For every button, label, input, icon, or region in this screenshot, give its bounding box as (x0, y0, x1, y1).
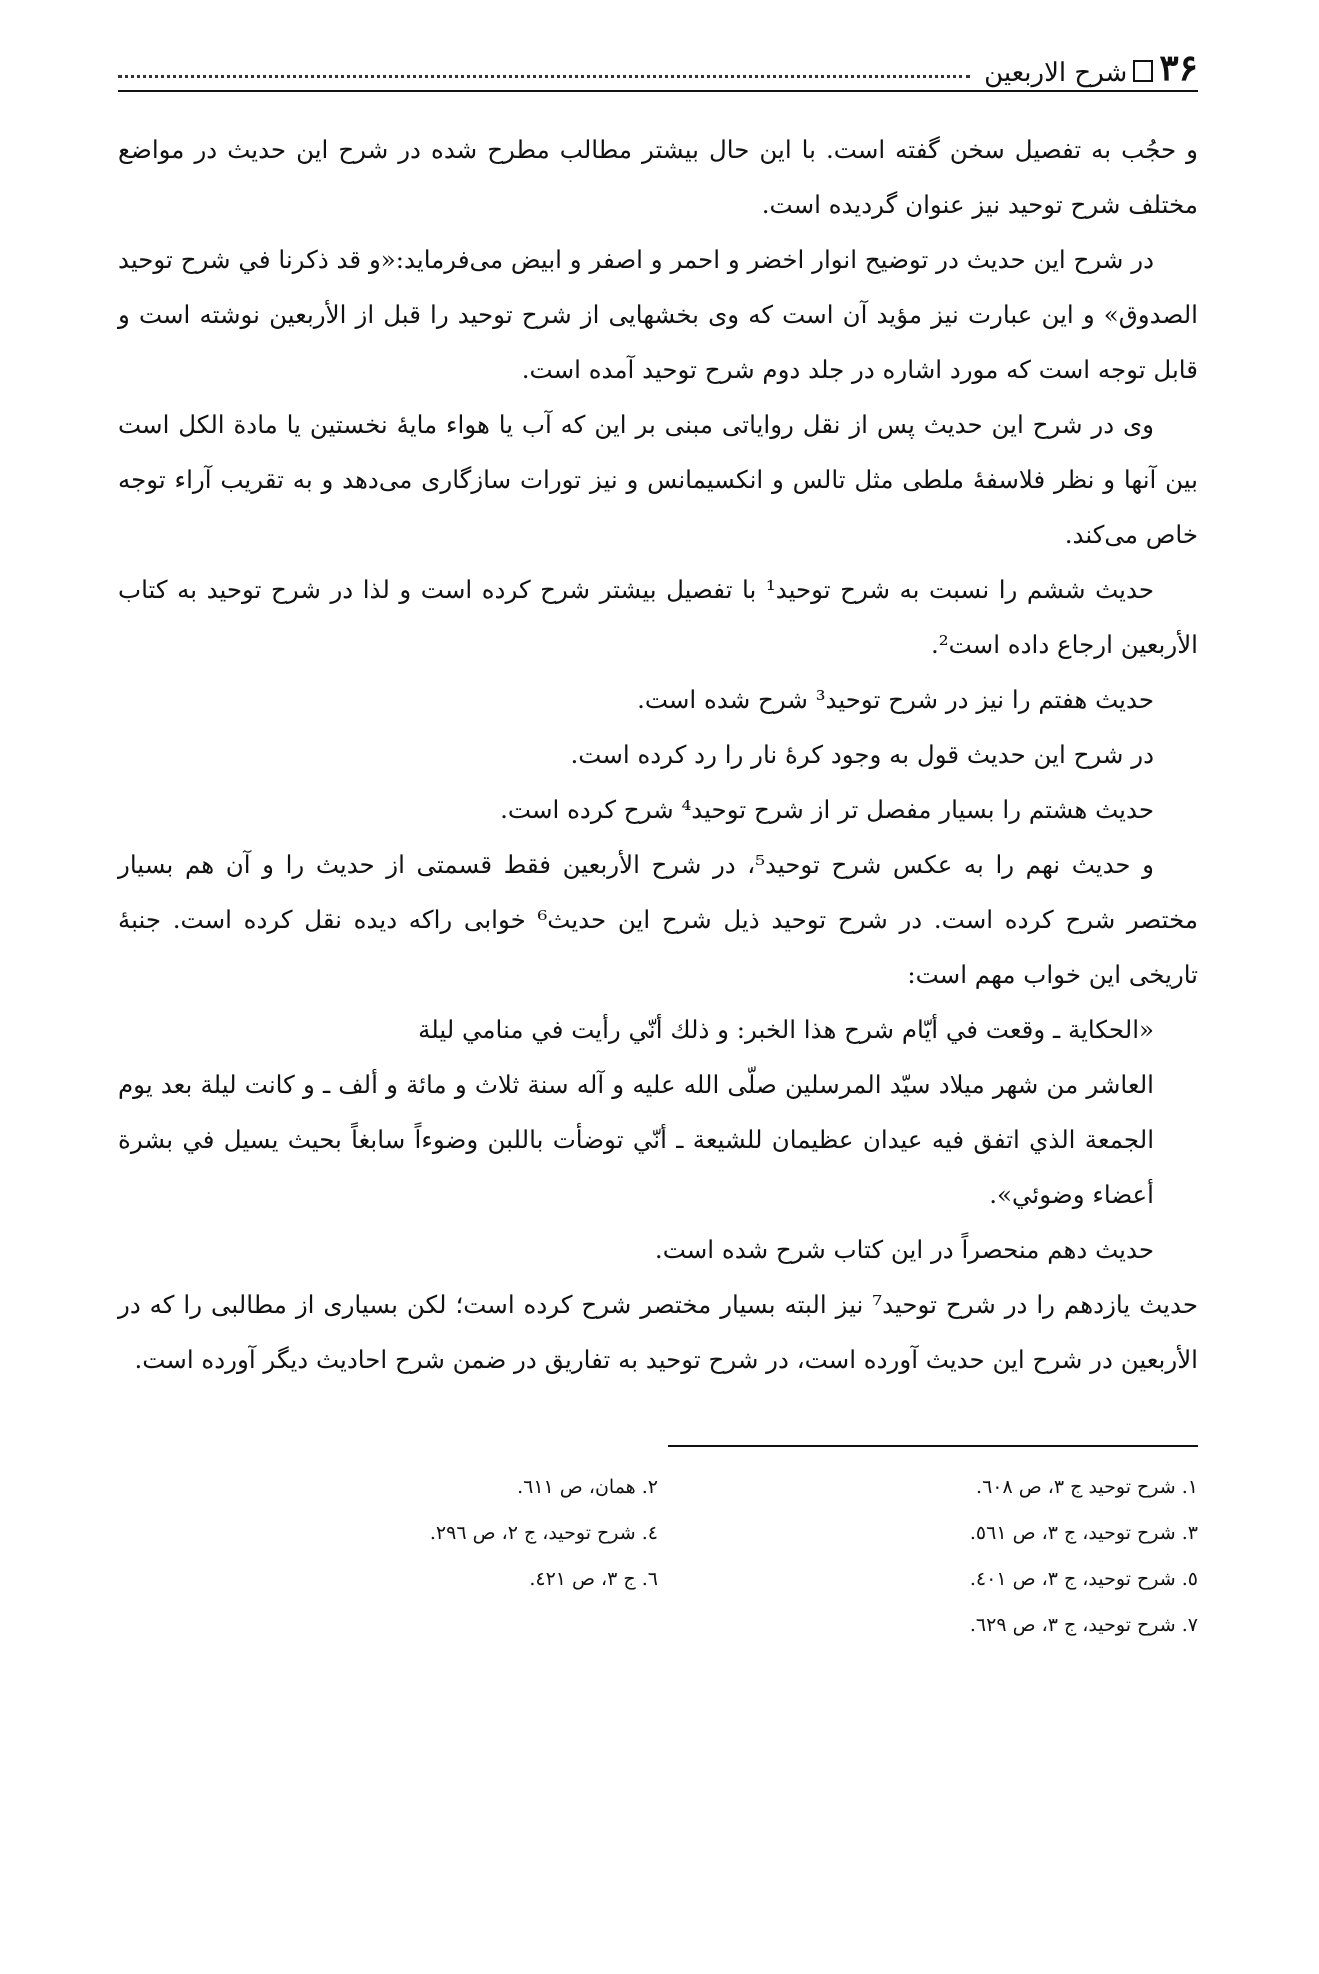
paragraph: در شرح این حدیث قول به وجود کرهٔ نار را رد کرده است. (570, 740, 1154, 769)
paragraph: حدیث ششم را نسبت به شرح توحید¹ با تفصیل بیشتر شرح کرده است و لذا در شرح توحید به کتاب الأربعین ارجاع داده است². (118, 575, 1198, 659)
book-page (118, 34, 1198, 1934)
footnote-separator (668, 1445, 1198, 1447)
header-dotted-leader (118, 75, 970, 78)
footnote-5: ٥. شرح توحید، ج ٣، ص ٤٠١. (969, 1568, 1198, 1590)
paragraph: حدیث یازدهم را در شرح توحید⁷ نیز البته بسیار مختصر شرح کرده است؛ لکن بسیاری از مطالبی را که در الأربعین در شرح این حدیث آورده است، در شرح توحید به تفاریق در ضمن شرح احادیث دیگر آورده است. (118, 1290, 1199, 1374)
paragraph: و حجُب به تفصیل سخن گفته است. با این حال بیشتر مطالب مطرح شده در شرح این حدیث در مواضع مختلف شرح توحید نیز عنوان گردیده است. (118, 135, 1198, 219)
running-header (118, 34, 1198, 92)
footnotes (118, 1467, 1198, 1645)
quote-block: العاشر من شهر ميلاد سيّد المرسلين صلّى الله عليه و آله سنة ثلاث و مائة و ألف ـ و كانت ليلة بعد يوم الجمعة الذي اتفق فيه عيدان عظيمان للشيعة ـ أنّي توضأت باللبن وضوءاً سابغاً بحيث يسيل في بشرة أعضاء وضوئي». (118, 1070, 1154, 1209)
paragraph: وی در شرح این حدیث پس از نقل روایاتی مبنی بر این که آب یا هواء مایهٔ نخستین یا مادة الکل است بین آنها و نظر فلاسفهٔ ملطی مثل تالس و انکسیمانس و نیز تورات سازگاری می‌دهد و به تقریب آراء توجه خاص می‌کند. (118, 410, 1198, 549)
quote-opening: «الحکایة ـ وقعت في أيّام شرح هذا الخبر: و ذلك أنّي رأيت في منامي ليلة (418, 1015, 1154, 1044)
paragraph: حدیث هفتم را نیز در شرح توحید³ شرح شده است. (637, 685, 1154, 714)
footnote-4: ٤. شرح توحید، ج ٢، ص ٢٩٦. (429, 1522, 658, 1544)
paragraph: حدیث هشتم را بسیار مفصل تر از شرح توحید⁴ شرح کرده است. (500, 795, 1154, 824)
paragraph: و حدیث نهم را به عکس شرح توحید⁵، در شرح الأربعین فقط قسمتی از حدیث را و آن هم بسیار مختصر شرح کرده است. در شرح توحید ذیل شرح این حدیث⁶ خوابی راکه دیده نقل کرده است. جنبهٔ تاریخی این خواب مهم است: (118, 850, 1198, 989)
page-number: ۳۶ (1159, 47, 1198, 89)
footnote-3: ٣. شرح توحید، ج ٣، ص ٥٦١. (969, 1522, 1198, 1544)
running-title: شرح الاربعين (984, 58, 1128, 88)
paragraph: در شرح این حدیث در توضیح انوار اخضر و احمر و اصفر و ابیض می‌فرماید:«و قد ذکرنا في شرح توحید الصدوق» و این عبارت نیز مؤید آن است که وی بخشهایی از شرح توحید را قبل از الأربعین نوشته است و قابل توجه است که مورد اشاره در جلد دوم شرح توحید آمده است. (118, 245, 1198, 384)
footnote-2: ٢. همان، ص ٦١١. (517, 1476, 658, 1498)
header-square-ornament (1133, 60, 1153, 82)
footnote-1: ١. شرح توحید ج ٣، ص ٦٠٨. (976, 1476, 1198, 1498)
paragraph: حدیث دهم منحصراً در این کتاب شرح شده است. (654, 1235, 1154, 1264)
footnote-6: ٦. ج ٣، ص ٤٢١. (529, 1568, 658, 1590)
footnote-7: ٧. شرح توحید، ج ٣، ص ٦٢٩. (969, 1614, 1198, 1636)
body-text (118, 122, 1198, 1387)
